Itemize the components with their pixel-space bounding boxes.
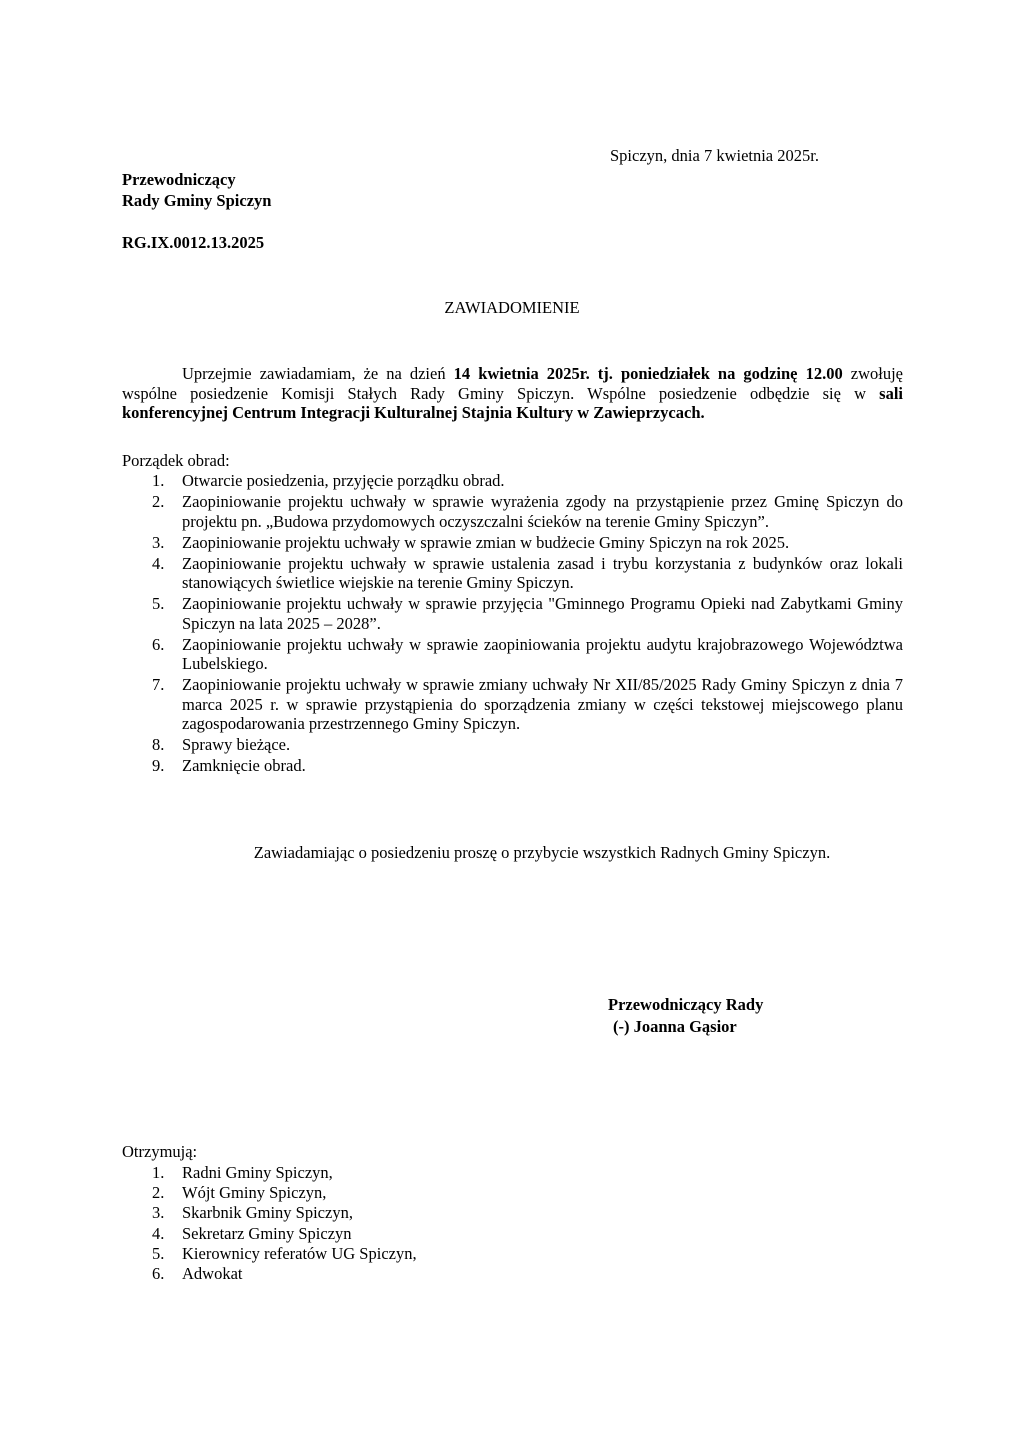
sender-institution: Rady Gminy Spiczyn	[122, 191, 272, 210]
agenda-item	[122, 594, 903, 633]
recipient-item	[122, 1244, 622, 1264]
reference-number: RG.IX.0012.13.2025	[122, 233, 265, 252]
agenda-item-number: 3.	[152, 532, 165, 552]
agenda-item	[122, 756, 903, 776]
closing-paragraph: Zawiadamiając o posiedzeniu proszę o przybycie wszystkich Radnych Gminy Spiczyn.	[253, 843, 831, 862]
agenda-item	[122, 675, 903, 734]
recipient-item-number: 4.	[152, 1223, 165, 1243]
agenda-item-text: Zaopiniowanie projektu uchwały w sprawie zmian w budżecie Gminy Spiczyn na rok 2025.	[182, 532, 790, 552]
recipient-item-number: 3.	[152, 1203, 165, 1223]
intro-location: sali konferencyjnej Centrum Integracji Kulturalnej Stajnia Kultury w Zawieprzycach.	[122, 383, 903, 422]
agenda-item	[122, 554, 903, 593]
intro-paragraph	[122, 364, 903, 423]
agenda-item-number: 1.	[152, 471, 165, 490]
agenda-item-text: Zaopiniowanie projektu uchwały w sprawie ustalenia zasad i trybu korzystania z budynków oraz lokali stanowiących świetlice wiejskie na terenie Gminy Spiczyn.	[182, 553, 903, 592]
document-title: ZAWIADOMIENIE	[444, 298, 580, 317]
recipient-item	[122, 1163, 622, 1183]
agenda-item-number: 6.	[152, 634, 165, 654]
sender-block	[122, 169, 271, 211]
signature-name: (-) Joanna Gąsior	[613, 1017, 737, 1036]
place-date: Spiczyn, dnia 7 kwietnia 2025r.	[610, 146, 819, 165]
recipient-item-number: 5.	[152, 1243, 165, 1263]
agenda-item-number: 9.	[152, 756, 165, 775]
signature-title: Przewodniczący Rady	[608, 995, 764, 1014]
agenda-item-number: 7.	[152, 675, 165, 694]
recipient-item-text: Kierownicy referatów UG Spiczyn,	[182, 1243, 417, 1263]
agenda-item	[122, 492, 903, 531]
agenda-item-text: Zamknięcie obrad.	[182, 756, 306, 775]
agenda-item-number: 4.	[152, 553, 165, 573]
signature-block	[608, 994, 763, 1038]
agenda-list	[122, 471, 903, 777]
agenda-item	[122, 635, 903, 674]
agenda-item-text: Otwarcie posiedzenia, przyjęcie porządku obrad.	[182, 471, 505, 490]
recipient-item-text: Wójt Gminy Spiczyn,	[182, 1183, 327, 1203]
agenda-item-number: 8.	[152, 735, 165, 754]
recipient-item-number: 1.	[152, 1163, 165, 1182]
agenda-item-number: 2.	[152, 492, 165, 511]
recipient-item-number: 6.	[152, 1264, 165, 1284]
recipient-item-number: 2.	[152, 1183, 165, 1203]
agenda-item	[122, 735, 903, 755]
agenda-item-text: Sprawy bieżące.	[182, 735, 291, 754]
recipients-heading: Otrzymują:	[122, 1142, 198, 1161]
recipient-item-text: Sekretarz Gminy Spiczyn	[182, 1223, 352, 1243]
recipient-item-text: Adwokat	[182, 1264, 243, 1284]
recipient-item-text: Radni Gminy Spiczyn,	[182, 1163, 333, 1182]
sender-title: Przewodniczący	[122, 170, 236, 189]
agenda-item	[122, 471, 903, 491]
agenda-item-text: Zaopiniowanie projektu uchwały w sprawie przyjęcia "Gminnego Programu Opieki nad Zabytkami Gminy Spiczyn na lata 2025 – 2028”.	[182, 594, 903, 633]
agenda-item	[122, 533, 903, 553]
recipient-item	[122, 1264, 622, 1284]
intro-text-2: zwołuję wspólne posiedzenie Komisji Stałych Rady Gminy Spiczyn. Wspólne posiedzenie odbędzie się w	[122, 364, 903, 403]
intro-date-time: 14 kwietnia 2025r. tj. poniedziałek na godzinę 12.00	[453, 364, 843, 383]
agenda-item-number: 5.	[152, 594, 165, 613]
agenda-heading: Porządek obrad:	[122, 451, 230, 470]
agenda-item-text: Zaopiniowanie projektu uchwały w sprawie zmiany uchwały Nr XII/85/2025 Rady Gminy Spiczyn z dnia 7 marca 2025 r. w sprawie przystąpienia do sporządzenia zmiany w części tekstowej miejscowego planu zagospodarowania przestrzennego Gminy Spiczyn.	[182, 675, 903, 733]
recipient-item-text: Skarbnik Gminy Spiczyn,	[182, 1203, 353, 1223]
recipient-item	[122, 1203, 622, 1223]
recipient-item	[122, 1183, 622, 1203]
agenda-item-text: Zaopiniowanie projektu uchwały w sprawie wyrażenia zgody na przystąpienie przez Gminę Spiczyn do projektu pn. „Budowa przydomowych oczyszczalni ścieków na terenie Gminy Spiczyn”.	[182, 492, 903, 531]
recipients-list	[122, 1163, 622, 1284]
intro-text-1: Uprzejmie zawiadamiam, że na dzień	[182, 364, 454, 383]
agenda-item-text: Zaopiniowanie projektu uchwały w sprawie zaopiniowania projektu audytu krajobrazowego Województwa Lubelskiego.	[182, 634, 903, 673]
recipient-item	[122, 1224, 622, 1244]
